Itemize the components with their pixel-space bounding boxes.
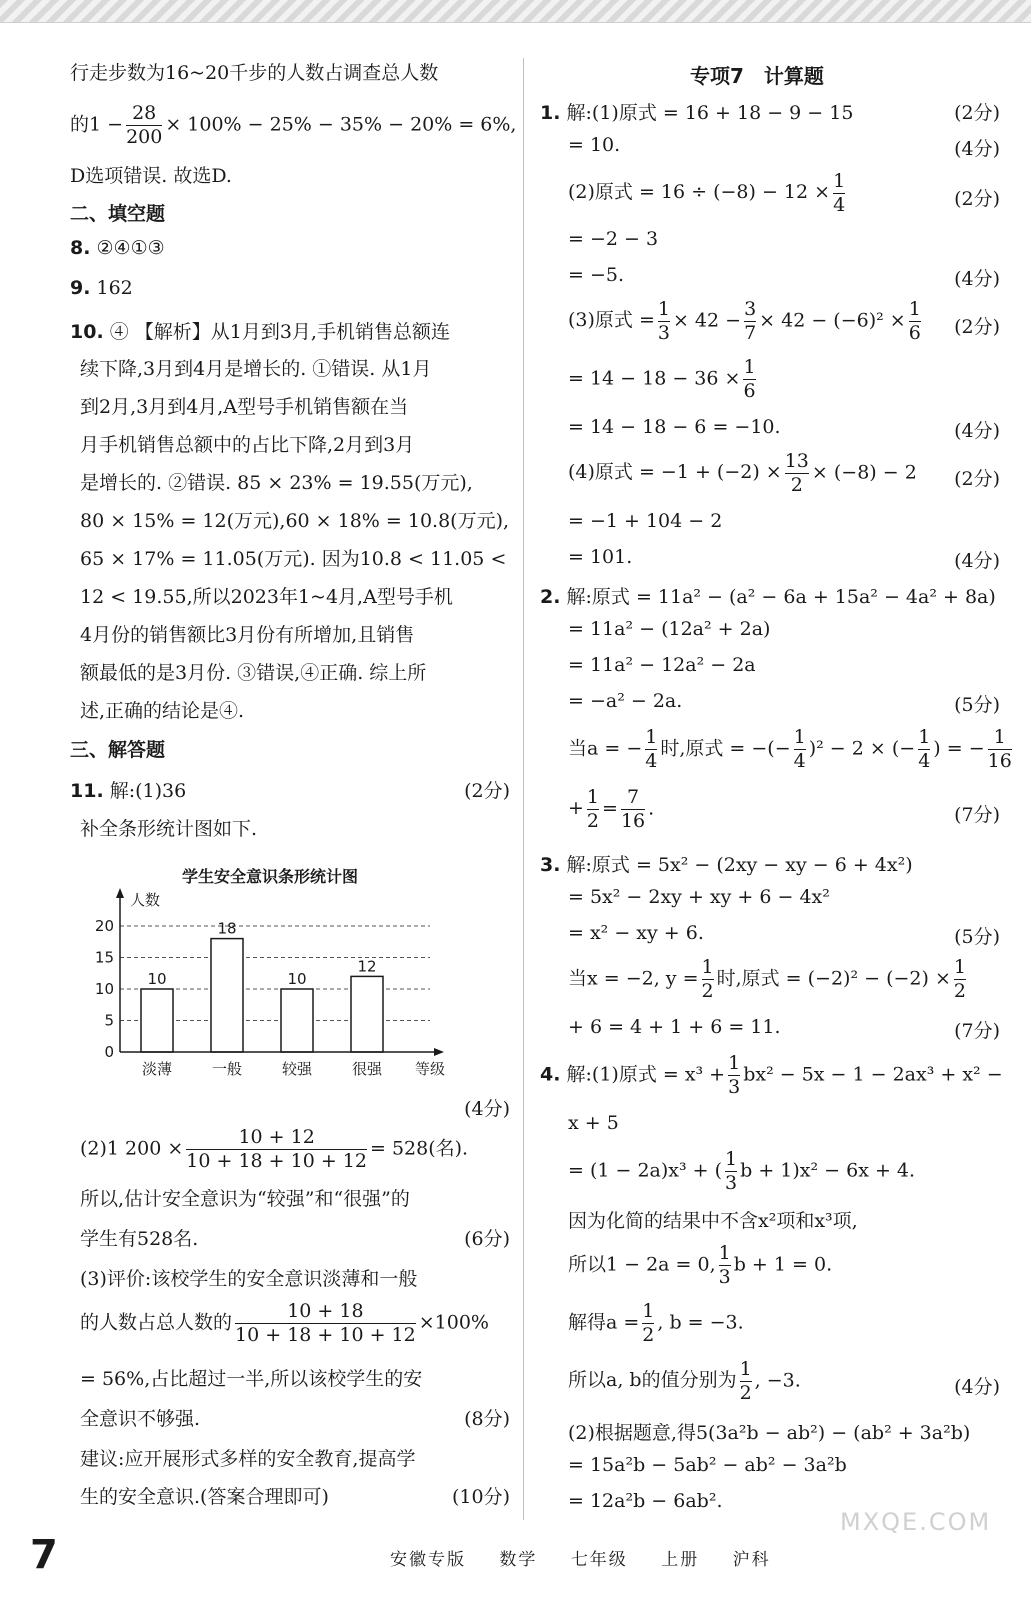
text-line: = 11a² − 12a² − 2a — [568, 654, 756, 676]
text-line: 学生有528名. (6分) — [70, 1224, 510, 1251]
text-line: 65 × 17% = 11.05(万元). 因为10.8 < 11.05 < — [80, 548, 507, 570]
text-line: 的1 − $\frac{28}{200}$ × 100% − 25% − 35% − 20% = 6%, — [70, 102, 517, 148]
text-line: 生的安全意识.(答案合理即可) (10分) — [70, 1482, 510, 1509]
text-line: + 6 = 4 + 1 + 6 = 11. (7分) — [568, 1016, 1000, 1042]
text-line: 补全条形统计图如下. — [80, 818, 258, 840]
text-line: = −a² − 2a. (5分) — [568, 690, 1000, 716]
watermark: MXQE.COM — [840, 1508, 992, 1536]
text-line: = 11a² − (12a² + 2a) — [568, 618, 771, 640]
y-tick-label: 5 — [104, 1011, 114, 1030]
problem-3: 3. 解:原式 = 5x² − (2xy − xy − 6 + 4x²) — [540, 854, 913, 876]
section-heading-3: 三、解答题 — [70, 739, 166, 761]
bar — [141, 989, 173, 1052]
text-line: 额最低的是3月份. ③错误,④正确. 综上所 — [80, 662, 427, 684]
text-line: 4月份的销售额比3月份有所增加,且销售 — [80, 624, 415, 646]
footer-item: 沪科 — [732, 1550, 771, 1570]
text-line: 因为化简的结果中不含x²项和x³项, — [568, 1210, 858, 1232]
text-line: 续下降,3月到4月是增长的. ①错误. 从1月 — [80, 358, 432, 380]
text-line: 当a = − $\frac{1}{4}$ 时,原式 = −(− $\frac{1}{4}$ )² − 2 × (− $\frac{1}{4}$ ) = − $\frac{1}{16}$ — [568, 726, 1012, 772]
text-line: = 10. (4分) — [568, 134, 1000, 160]
question-10: 10. ④ 【解析】从1月到3月,手机销售总额连 — [70, 321, 450, 343]
text-line: = −1 + 104 − 2 — [568, 510, 723, 532]
text-line: = 56%,占比超过一半,所以该校学生的安 — [80, 1368, 423, 1390]
chart-title: 学生安全意识条形统计图 — [181, 867, 359, 886]
text-line: = 101. (4分) — [568, 546, 1000, 572]
y-tick-label: 0 — [104, 1043, 114, 1061]
text-line: 12 < 19.55,所以2023年1~4月,A型号手机 — [80, 586, 453, 608]
question-11: 11. 解:(1)36 (2分) — [70, 776, 510, 803]
question-8: 8. ②④①③ — [70, 237, 165, 259]
text-line: (2)根据题意,得5(3a²b − ab²) − (ab² + 3a²b) — [568, 1422, 971, 1444]
score: (4分) — [464, 1098, 510, 1120]
text-line: = −2 − 3 — [568, 228, 659, 250]
bar-value-label: 10 — [287, 970, 307, 988]
text-line: (3)评价:该校学生的安全意识淡薄和一般 — [80, 1268, 418, 1290]
text-line: 解得a = $\frac{1}{2}$ , b = −3. — [568, 1300, 744, 1346]
text-line: 当x = −2, y = $\frac{1}{2}$ 时,原式 = (−2)² − (−2) × $\frac{1}{2}$ — [568, 956, 966, 1002]
text-line: = x² − xy + 6. (5分) — [568, 922, 1000, 948]
text-line: 所以,估计安全意识为“较强”和“很强”的 — [80, 1188, 410, 1210]
footer-item: 七年级 — [570, 1550, 628, 1570]
y-tick-label: 10 — [94, 980, 114, 998]
score: (8分) — [464, 1408, 510, 1430]
text-line: 月手机销售总额中的占比下降,2月到3月 — [80, 434, 415, 456]
text-line: + $\frac{1}{2}$ = $\frac{7}{16}$ . (7分) — [568, 786, 1000, 832]
fraction: $\frac{28}{200}$ — [126, 102, 163, 148]
bar-value-label: 12 — [357, 957, 377, 976]
x-tick-label: 很强 — [351, 1060, 383, 1078]
text-line: = −5. (4分) — [568, 264, 1000, 290]
problem-2: 2. 解:原式 = 11a² − (a² − 6a + 15a² − 4a² + 8a) — [540, 586, 996, 608]
fraction: $\frac{10 + 18}{10 + 18 + 10 + 12}$ — [235, 1300, 416, 1346]
text-line: 是增长的. ②错误. 85 × 23% = 19.55(万元), — [80, 472, 473, 494]
x-tick-label: 较强 — [281, 1060, 313, 1078]
text-line: = 15a²b − 5ab² − ab² − 3a²b — [568, 1454, 847, 1476]
bar — [351, 976, 383, 1052]
bar-chart — [70, 860, 490, 1090]
text-line: (4)原式 = −1 + (−2) × $\frac{13}{2}$ × (−8) − 2 (2分) — [568, 450, 1000, 496]
score: (6分) — [464, 1228, 510, 1250]
footer-item: 安徽专版 — [390, 1550, 466, 1570]
x-axis-label: 等级 — [415, 1060, 446, 1078]
text-line: = 5x² − 2xy + xy + 6 − 4x² — [568, 886, 830, 908]
problem-4: 4. 解:(1)原式 = x³ + $\frac{1}{3}$ bx² − 5x − 1 − 2ax³ + x² − — [540, 1052, 1003, 1098]
text-line: (3)原式 = $\frac{1}{3}$ × 42 − $\frac{3}{7}$ × 42 − (−6)² × $\frac{1}{6}$ (2分) — [568, 298, 1000, 344]
top-decorative-band — [0, 0, 1031, 23]
text-line: (2)原式 = 16 ÷ (−8) − 12 × $\frac{1}{4}$ (2分) — [568, 170, 1000, 216]
text-line: 所以1 − 2a = 0, $\frac{1}{3}$ b + 1 = 0. — [568, 1242, 833, 1288]
footer-item: 上册 — [661, 1550, 700, 1570]
footer-item: 数学 — [499, 1550, 538, 1570]
text-line: 到2月,3月到4月,A型号手机销售额在当 — [80, 396, 409, 418]
text-line: 述,正确的结论是④. — [80, 700, 245, 722]
bar-value-label: 18 — [217, 919, 237, 938]
text-line: (2)1 200 × $\frac{10 + 12}{10 + 18 + 10 + 12}$ = 528(名). — [80, 1126, 469, 1172]
bar — [211, 939, 243, 1052]
y-tick-label: 20 — [94, 917, 114, 935]
y-tick-label: 15 — [94, 948, 114, 967]
text-line: = 14 − 18 − 36 × $\frac{1}{6}$ — [568, 356, 756, 402]
score: (10分) — [451, 1486, 510, 1508]
section-heading-2: 二、填空题 — [70, 203, 166, 225]
column-divider — [523, 58, 524, 1520]
question-9: 9. 162 — [70, 277, 133, 299]
fraction: $\frac{10 + 12}{10 + 18 + 10 + 12}$ — [186, 1126, 367, 1172]
text-line: = 14 − 18 − 6 = −10. (4分) — [568, 416, 1000, 442]
section-title-7: 专项7 计算题 — [690, 64, 824, 88]
text-line: 全意识不够强. (8分) — [70, 1404, 510, 1431]
footer-info — [390, 1545, 797, 1570]
bar — [281, 989, 313, 1052]
score: (2分) — [464, 780, 510, 802]
x-tick-label: 一般 — [211, 1060, 243, 1078]
bar-value-label: 10 — [147, 970, 167, 988]
text-line: = (1 − 2a)x³ + ( $\frac{1}{3}$ b + 1)x² − 6x + 4. — [568, 1148, 916, 1194]
text-line: 所以a, b的值分别为 $\frac{1}{2}$ , −3. (4分) — [568, 1358, 1000, 1404]
text-line: 的人数占总人数的 $\frac{10 + 18}{10 + 18 + 10 + 12}$ ×100% — [80, 1300, 489, 1346]
text-line: 80 × 15% = 12(万元),60 × 18% = 10.8(万元), — [80, 510, 510, 532]
text-line: 建议:应开展形式多样的安全教育,提高学 — [80, 1448, 416, 1470]
x-axis-arrow — [434, 1048, 444, 1056]
text-line: x + 5 — [568, 1112, 619, 1134]
y-axis-label: 人数 — [130, 891, 161, 909]
text-line: 行走步数为16~20千步的人数占调查总人数 — [70, 62, 439, 84]
y-axis-arrow — [116, 888, 124, 898]
page-number: 7 — [30, 1532, 58, 1578]
text-line: = 12a²b − 6ab². — [568, 1490, 723, 1512]
text-line: D选项错误. 故选D. — [70, 165, 232, 187]
problem-1: 1. 解:(1)原式 = 16 + 18 − 9 − 15 (2分) — [540, 102, 1000, 124]
x-tick-label: 淡薄 — [141, 1060, 173, 1078]
